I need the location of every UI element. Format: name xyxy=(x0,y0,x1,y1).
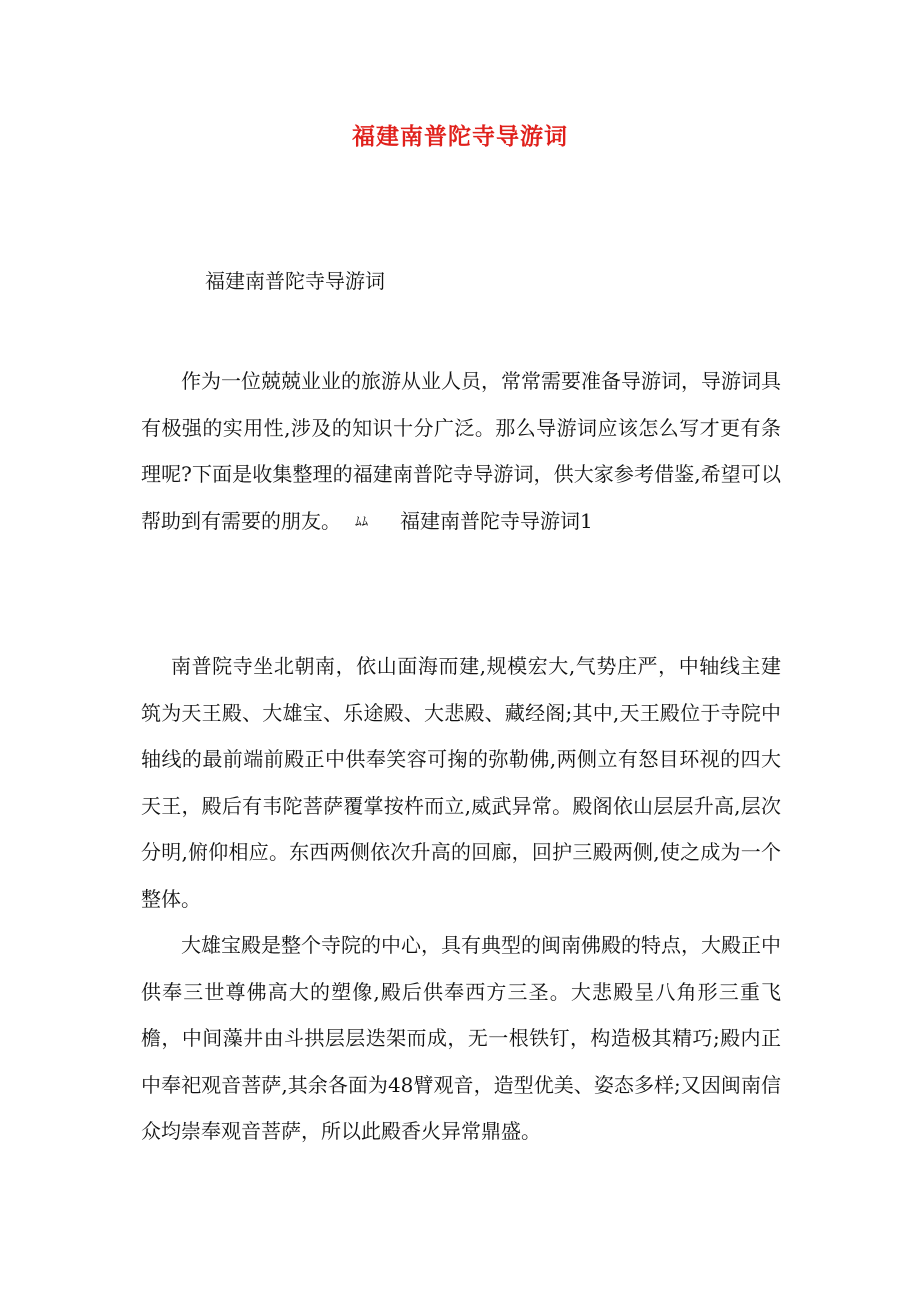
decorative-glyph: ﾑﾑ xyxy=(355,514,368,530)
intro-text: 作为一位兢兢业业的旅游从业人员，常常需要准备导游词，导游词具有极强的实用性,涉及的知识十分广泛。那么导游词应该怎么写才更有条理呢?下面是收集整理的福建南普陀寺导游词，供大家参考借鉴,希望可以帮助到有需要的朋友。 xyxy=(141,369,781,533)
document-subtitle: 福建南普陀寺导游词 xyxy=(205,269,385,293)
intro-paragraph xyxy=(141,358,781,546)
body-paragraph-1: 南普院寺坐北朝南，依山面海而建,规模宏大,气势庄严，中轴线主建筑为天王殿、大雄宝、乐途殿、大悲殿、藏经阁;其中,天王殿位于寺院中轴线的最前端前殿正中供奉笑容可掬的弥勒佛,两侧立有怒目环视的四大天王，殿后有韦陀菩萨覆掌按杵而立,威武异常。殿阁依山层层升高,层次分明,俯仰相应。东西两侧依次升高的回廊，回护三殿两侧,使之成为一个整体。 xyxy=(141,654,781,911)
document-title: 福建南普陀寺导游词 xyxy=(352,123,568,150)
body-paragraph-2: 大雄宝殿是整个寺院的中心，具有典型的闽南佛殿的特点，大殿正中供奉三世尊佛高大的塑像,殿后供奉西方三圣。大悲殿呈八角形三重飞檐，中间藻井由斗拱层层迭架而成，无一根铁钉，构造极其精巧;殿内正中奉祀观音菩萨,其余各面为48臂观音，造型优美、姿态多样;又因闽南信众均崇奉观音菩萨，所以此殿香火异常鼎盛。 xyxy=(141,933,781,1143)
section-heading: 福建南普陀寺导游词1 xyxy=(400,508,593,533)
